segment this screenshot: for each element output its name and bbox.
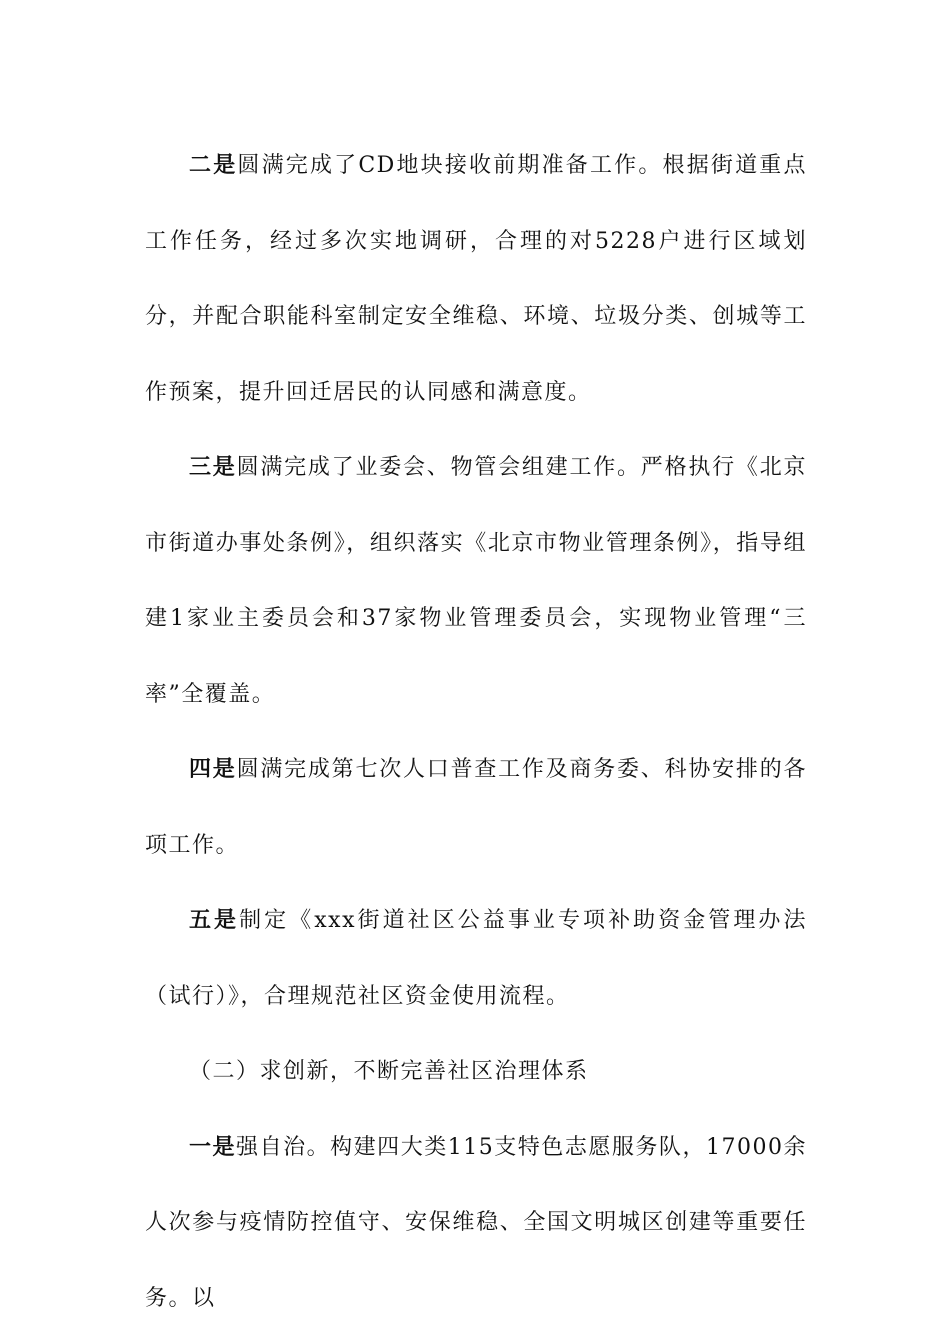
paragraph-lead: 五是 — [189, 908, 240, 933]
document-body — [145, 128, 807, 1336]
paragraph-item-three — [145, 430, 807, 732]
paragraph-item-two — [145, 128, 807, 430]
paragraph-lead: 三是 — [189, 455, 237, 480]
paragraph-text: 制定《xxx街道社区公益事业专项补助资金管理办法（试行）》，合理规范社区资金使用流程。 — [145, 908, 807, 1009]
paragraph-text: 圆满完成了CD地块接收前期准备工作。根据街道重点工作任务，经过多次实地调研，合理的对5228户进行区域划分，并配合职能科室制定安全维稳、环境、垃圾分类、创城等工作预案，提升回迁居民的认同感和满意度。 — [145, 153, 807, 405]
paragraph-text: 强自治。构建四大类115支特色志愿服务队，17000余人次参与疫情防控值守、安保维稳、全国文明城区创建等重要任务。以 — [145, 1134, 807, 1311]
paragraph-text: 圆满完成了业委会、物管会组建工作。严格执行《北京市街道办事处条例》，组织落实《北京市物业管理条例》，指导组建1家业主委员会和37家物业管理委员会，实现物业管理“三率”全覆盖。 — [145, 455, 807, 707]
paragraph-item-four — [145, 732, 807, 883]
paragraph-text: 圆满完成第七次人口普查工作及商务委、科协安排的各项工作。 — [145, 757, 807, 858]
section-heading: （二）求创新，不断完善社区治理体系 — [189, 1059, 589, 1084]
paragraph-lead: 二是 — [189, 153, 238, 178]
paragraph-item-five — [145, 883, 807, 1034]
paragraph-lead: 四是 — [189, 757, 237, 782]
paragraph-item-one — [145, 1110, 807, 1337]
paragraph-lead: 一是 — [189, 1134, 237, 1160]
